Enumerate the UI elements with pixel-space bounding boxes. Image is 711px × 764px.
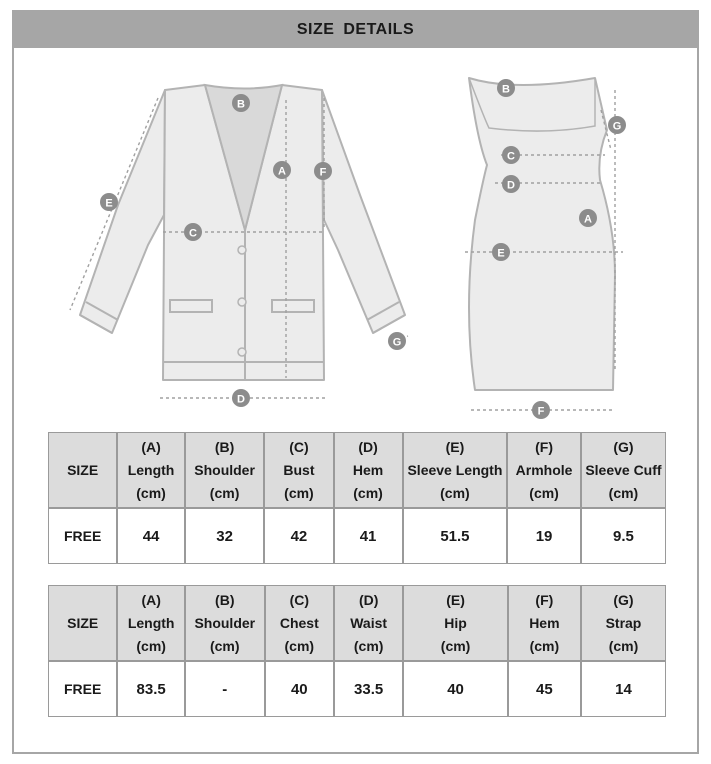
- svg-text:E: E: [105, 197, 113, 210]
- header-hip: (E) Hip (cm): [403, 585, 507, 661]
- cardigan-marker-c: [184, 223, 202, 241]
- value-waist: 33.5: [334, 661, 403, 717]
- header-armhole: (F) Armhole (cm): [507, 432, 581, 508]
- svg-text:G: G: [612, 120, 622, 133]
- value-chest: 40: [265, 661, 334, 717]
- table-header-row: [48, 585, 666, 661]
- header-shoulder: (B) Shoulder (cm): [185, 585, 265, 661]
- value-sleeve-length: 51.5: [403, 508, 508, 564]
- value-strap: 14: [581, 661, 666, 717]
- svg-text:A: A: [584, 213, 592, 226]
- cardigan-marker-d: [232, 389, 250, 407]
- value-hem: 41: [334, 508, 403, 564]
- page-title: SIZE DETAILS: [296, 21, 415, 38]
- value-bust: 42: [264, 508, 333, 564]
- cardigan-marker-e: [100, 193, 118, 211]
- table-row: [48, 661, 666, 717]
- size-header: SIZE: [48, 585, 117, 661]
- svg-text:E: E: [497, 247, 505, 260]
- header-hem: (D) Hem (cm): [334, 432, 403, 508]
- title-bar: [14, 12, 697, 48]
- value-length: 44: [117, 508, 185, 564]
- value-shoulder: 32: [185, 508, 265, 564]
- header-length: (A) Length (cm): [117, 585, 185, 661]
- dress-marker-e: [492, 243, 510, 261]
- cardigan-marker-a: [273, 161, 291, 179]
- dress-marker-g: [608, 116, 626, 134]
- dress-marker-d: [502, 175, 520, 193]
- value-length: 83.5: [117, 661, 185, 717]
- size-header: SIZE: [48, 432, 117, 508]
- cardigan-marker-f: [314, 162, 332, 180]
- value-shoulder: -: [185, 661, 265, 717]
- svg-text:F: F: [319, 166, 327, 179]
- header-bust: (C) Bust (cm): [264, 432, 333, 508]
- dress-diagram: [455, 70, 645, 420]
- dress-marker-f: [532, 401, 550, 419]
- svg-text:F: F: [537, 405, 545, 418]
- header-sleeve-cuff: (G) Sleeve Cuff (cm): [581, 432, 666, 508]
- cardigan-marker-g: [388, 332, 406, 350]
- table-row: [48, 508, 666, 564]
- svg-text:A: A: [278, 165, 286, 178]
- header-strap: (G) Strap (cm): [581, 585, 666, 661]
- svg-text:D: D: [237, 393, 245, 406]
- cardigan-diagram: [60, 80, 420, 420]
- header-hem: (F) Hem (cm): [508, 585, 581, 661]
- dress-marker-c: [502, 146, 520, 164]
- size-value: FREE: [48, 508, 117, 564]
- value-sleeve-cuff: 9.5: [581, 508, 666, 564]
- header-waist: (D) Waist (cm): [334, 585, 403, 661]
- header-shoulder: (B) Shoulder (cm): [185, 432, 265, 508]
- value-armhole: 19: [507, 508, 581, 564]
- table-header-row: [48, 432, 666, 508]
- header-sleeve-length: (E) Sleeve Length (cm): [403, 432, 508, 508]
- dress-marker-a: [579, 209, 597, 227]
- svg-text:B: B: [237, 98, 245, 111]
- header-chest: (C) Chest (cm): [265, 585, 334, 661]
- dress-size-table: [48, 585, 666, 717]
- header-length: (A) Length (cm): [117, 432, 185, 508]
- value-hip: 40: [403, 661, 507, 717]
- cardigan-size-table: [48, 432, 666, 564]
- svg-text:C: C: [189, 227, 197, 240]
- cardigan-marker-b: [232, 94, 250, 112]
- svg-text:G: G: [392, 336, 402, 349]
- value-hem: 45: [508, 661, 581, 717]
- svg-text:D: D: [507, 179, 515, 192]
- svg-text:B: B: [502, 83, 510, 96]
- dress-marker-b: [497, 79, 515, 97]
- svg-text:C: C: [507, 150, 515, 163]
- size-value: FREE: [48, 661, 117, 717]
